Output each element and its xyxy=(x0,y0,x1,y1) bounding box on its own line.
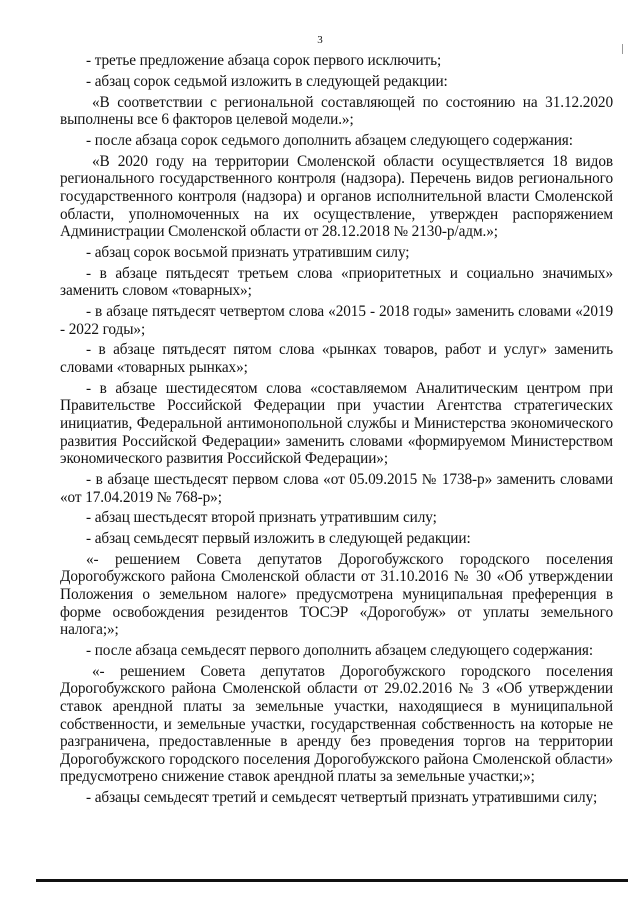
paragraph-9: - в абзаце пятьдесят пятом слова «рынках товаров, работ и услуг» заменить словами «товарных рынках»; xyxy=(60,341,613,376)
paragraph-15: - после абзаца семьдесят первого дополнить абзацем следующего содержания: xyxy=(86,642,594,660)
bottom-rule xyxy=(36,879,628,882)
paragraph-7: - в абзаце пятьдесят третьем слова «приоритетных и социально значимых» заменить словом «товарных»; xyxy=(60,264,613,300)
paragraph-1: - третье предложение абзаца сорок первого исключить; xyxy=(86,52,442,69)
paragraph-11: - в абзаце шестьдесят первом слова «от 05.09.2015 № 1738-р» заменить словами «от 17.04.2019 № 768-р»; xyxy=(60,470,613,506)
paragraph-17: - абзацы семьдесят третий и семьдесят четвертый признать утратившими силу; xyxy=(86,789,598,807)
paragraph-12: - абзац шестьдесят второй признать утратившим силу; xyxy=(86,509,437,527)
paragraph-10: - в абзаце шестидесятом слова «составляемом Аналитическим центром при Правительстве Российской Федерации при участии Агентства стратегических инициатив, Федеральной антимонопольной службы и Министерства экономического развития Российской Федерации» заменить словами «формируемом Министерством экономического развития Российской Федерации»; xyxy=(60,379,613,468)
paragraph-2: - абзац сорок седьмой изложить в следующей редакции: xyxy=(86,72,448,90)
paragraph-13: - абзац семьдесят первый изложить в следующей редакции: xyxy=(86,530,471,548)
paragraph-5: «В 2020 году на территории Смоленской области осуществляется 18 видов регионального государственного контроля (надзора). Перечень видов регионального государственного контроля (надзора) и органов исполнительной власти Смоленской области, уполномоченных на их осуществление, утвержден распоряжением Администрации Смоленской области от 28.12.2018 № 2130-р/адм.»; xyxy=(60,152,613,241)
margin-mark xyxy=(622,44,623,54)
paragraph-3: «В соответствии с региональной составляющей по состоянию на 31.12.2020 выполнены все 6 факторов целевой модели.»; xyxy=(60,93,613,129)
paragraph-14: «- решением Совета депутатов Дорогобужского городского поселения Дорогобужского района Смоленской области от 31.10.2016 № 30 «Об утверждении Положения о земельном налоге» предусмотрена муниципальная преференция в форме освобождения резидентов ТОСЭР «Дорогобуж» от уплаты земельного налога;»; xyxy=(60,550,613,639)
paragraph-16: «- решением Совета депутатов Дорогобужского городского поселения Дорогобужского района Смоленской области от 29.02.2016 № 3 «Об утверждении ставок арендной платы за земельные участки, находящиеся в муниципальной собственности, и земельные участки, государственная собственность на которые не разграничена, предоставленные в аренду без проведения торгов на территории Дорогобужского городского поселения Дорогобужского района Смоленской области» предусмотрено снижение ставок арендной платы за земельные участки;»; xyxy=(60,662,613,786)
paragraph-8: - в абзаце пятьдесят четвертом слова «2015 - 2018 годы» заменить словами «2019 - 2022 годы»; xyxy=(60,303,613,338)
paragraph-6: - абзац сорок восьмой признать утратившим силу; xyxy=(86,243,410,261)
document-body xyxy=(60,52,613,810)
page-number: 3 xyxy=(317,34,323,46)
paragraph-4: - после абзаца сорок седьмого дополнить абзацем следующего содержания: xyxy=(86,131,573,149)
